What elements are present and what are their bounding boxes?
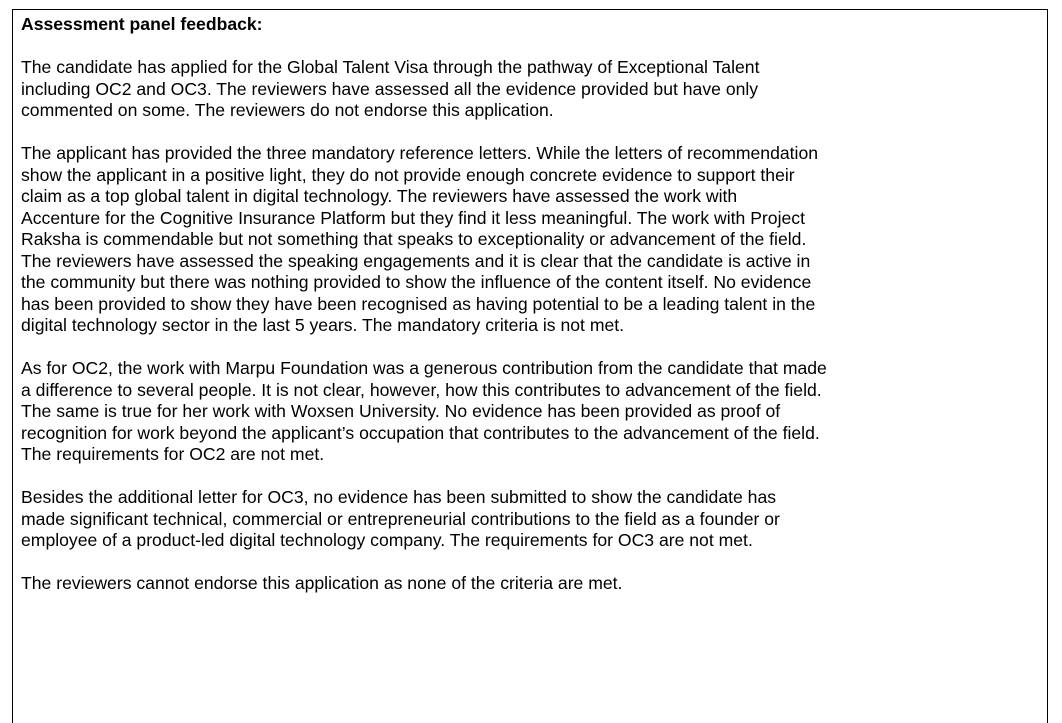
text-line: made significant technical, commercial or entrepreneurial contributions to the field as a founder or xyxy=(21,508,780,529)
assessment-feedback-panel xyxy=(12,9,1048,723)
text-line: including OC2 and OC3. The reviewers have assessed all the evidence provided but have only xyxy=(21,78,759,99)
paragraph-oc3 xyxy=(21,487,1039,552)
text-line: The same is true for her work with Woxsen University. No evidence has been provided as proof of xyxy=(21,401,781,421)
text-line: digital technology sector in the last 5 years. The mandatory criteria is not met. xyxy=(21,315,625,335)
text-line: Besides the additional letter for OC3, no evidence has been submitted to show the candidate has xyxy=(21,487,777,507)
paragraph-summary xyxy=(21,57,1039,122)
text-line: employee of a product-led digital technology company. The requirements for OC3 are not met. xyxy=(21,530,753,550)
text-line: a difference to several people. It is not clear, however, how this contributes to advancement of the field. xyxy=(21,379,822,400)
text-line: The requirements for OC2 are not met. xyxy=(21,444,325,464)
text-line: show the applicant in a positive light, they do not provide enough concrete evidence to support their xyxy=(21,164,795,185)
paragraph-mandatory-criteria xyxy=(21,143,1039,337)
text-line: has been provided to show they have been recognised as having potential to be a leading talent in the xyxy=(21,293,816,314)
text-line: The applicant has provided the three mandatory reference letters. While the letters of recommendation xyxy=(21,143,819,163)
text-line: Accenture for the Cognitive Insurance Platform but they find it less meaningful. The work with Project xyxy=(21,207,805,228)
text-line: As for OC2, the work with Marpu Foundation was a generous contribution from the candidate that made xyxy=(21,358,827,378)
panel-heading: Assessment panel feedback: xyxy=(21,14,263,34)
text-line: claim as a top global talent in digital technology. The reviewers have assessed the work with xyxy=(21,186,738,206)
text-line: recognition for work beyond the applicant’s occupation that contributes to the advancement of the field. xyxy=(21,422,820,443)
text-line: the community but there was nothing provided to show the influence of the content itself. No evidence xyxy=(21,272,812,292)
paragraph-conclusion xyxy=(21,573,1039,595)
text-line: The reviewers have assessed the speaking engagements and it is clear that the candidate is active in xyxy=(21,250,811,271)
text-line: The reviewers cannot endorse this application as none of the criteria are met. xyxy=(21,573,623,593)
text-line: Raksha is commendable but not something that speaks to exceptionality or advancement of the field. xyxy=(21,229,807,249)
text-line: The candidate has applied for the Global Talent Visa through the pathway of Exceptional Talent xyxy=(21,57,760,77)
text-line: commented on some. The reviewers do not endorse this application. xyxy=(21,100,554,120)
paragraph-oc2 xyxy=(21,358,1039,466)
